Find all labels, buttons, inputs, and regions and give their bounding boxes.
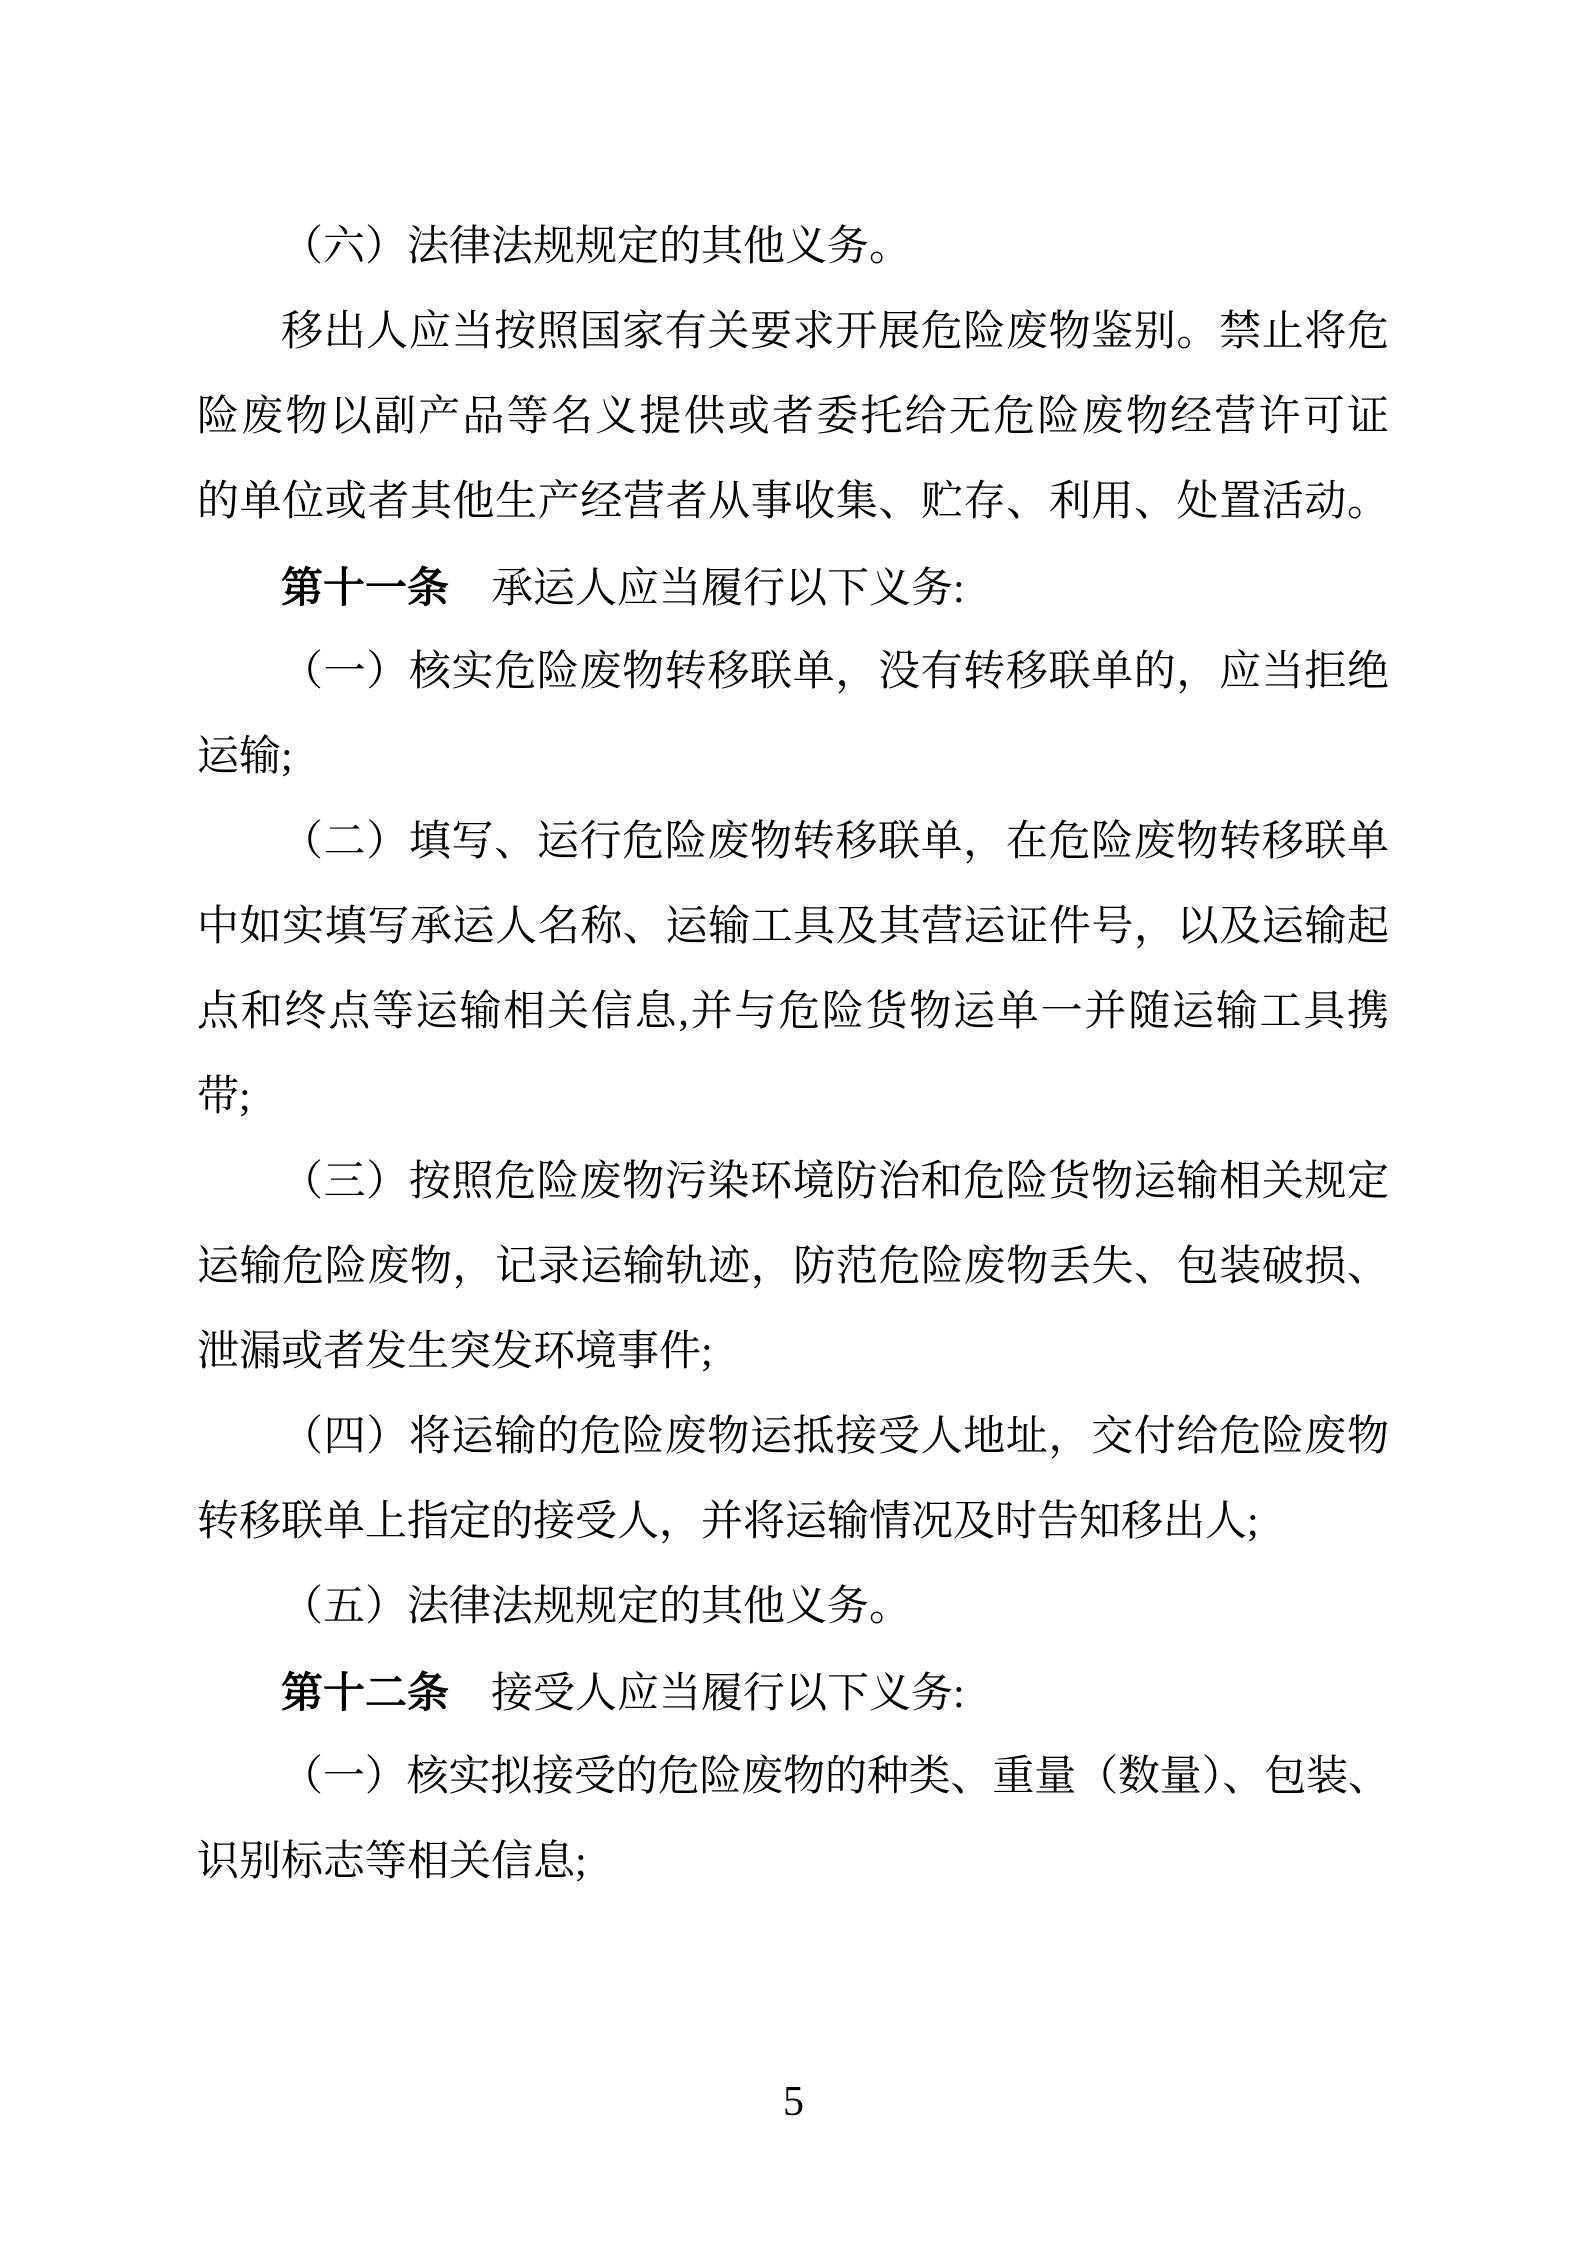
page-number: 5 — [783, 2079, 804, 2125]
text-line: （六）法律法规规定的其他义务。 — [281, 224, 912, 270]
text-line: （五）法律法规规定的其他义务。 — [281, 1584, 912, 1630]
text-line: 点和终点等运输相关信息,并与危险货物运单一并随运输工具携 — [197, 989, 1389, 1035]
text-line: 中如实填写承运人名称、运输工具及其营运证件号，以及运输起 — [197, 904, 1389, 950]
article-heading: 第十二条 — [281, 1669, 450, 1716]
article-heading: 第十一条 — [281, 564, 450, 611]
text-line: （三）按照危险废物污染环境防治和危险货物运输相关规定 — [281, 1159, 1389, 1205]
text-line: 运输; — [197, 734, 293, 780]
text-line: 运输危险废物，记录运输轨迹，防范危险废物丢失、包装破损、 — [197, 1244, 1389, 1290]
text-line: （一）核实拟接受的危险废物的种类、重量（数量）、包装、 — [281, 1754, 1389, 1800]
text-line: 识别标志等相关信息; — [197, 1839, 587, 1885]
text-line: （四）将运输的危险废物运抵接受人地址，交付给危险废物 — [281, 1414, 1389, 1460]
text-line: 移出人应当按照国家有关要求开展危险废物鉴别。禁止将危 — [281, 309, 1389, 355]
text-line: 泄漏或者发生突发环境事件; — [197, 1329, 713, 1375]
text-line: 险废物以副产品等名义提供或者委托给无危险废物经营许可证 — [197, 394, 1389, 440]
text-line: 的单位或者其他生产经营者从事收集、贮存、利用、处置活动。 — [197, 479, 1389, 525]
text-line: （二）填写、运行危险废物转移联单，在危险废物转移联单 — [281, 819, 1389, 865]
text-line: 带; — [197, 1074, 251, 1120]
text-line: （一）核实危险废物转移联单，没有转移联单的，应当拒绝 — [281, 649, 1389, 695]
text-line: 第十一条 承运人应当履行以下义务: — [281, 564, 965, 612]
text-line: 转移联单上指定的接受人，并将运输情况及时告知移出人; — [197, 1499, 1259, 1545]
text-line: 第十二条 接受人应当履行以下义务: — [281, 1669, 965, 1717]
document-body — [197, 205, 1389, 1905]
